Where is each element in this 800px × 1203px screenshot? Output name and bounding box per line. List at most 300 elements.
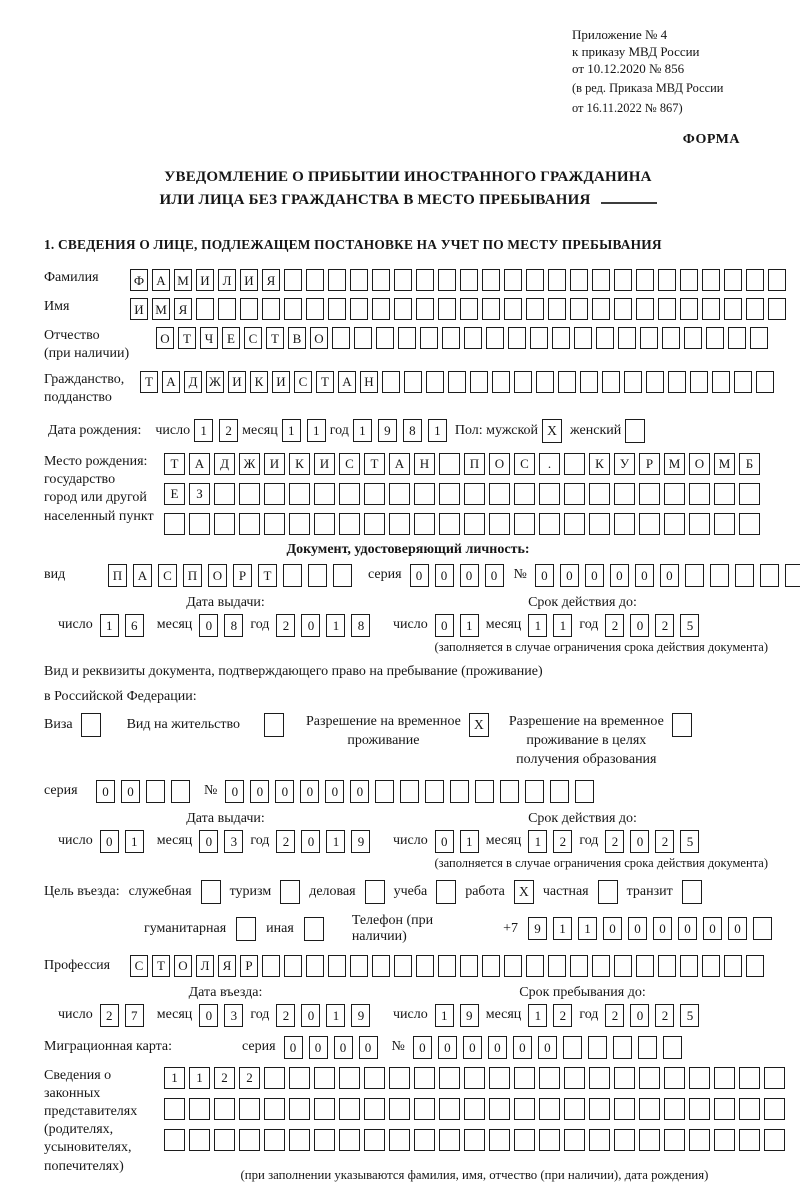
char-cell[interactable] xyxy=(680,955,698,977)
char-cell[interactable]: 9 xyxy=(378,419,397,442)
char-cell[interactable] xyxy=(689,1067,710,1089)
char-cell[interactable]: 1 xyxy=(125,830,144,853)
char-cell[interactable]: 1 xyxy=(164,1067,185,1089)
char-cell[interactable]: 0 xyxy=(121,780,140,803)
char-cell[interactable] xyxy=(689,1098,710,1120)
char-cell[interactable] xyxy=(389,1129,410,1151)
char-cell[interactable]: 0 xyxy=(485,564,504,587)
char-cell[interactable] xyxy=(602,371,620,393)
char-cell[interactable]: 2 xyxy=(655,1004,674,1027)
char-cell[interactable] xyxy=(439,1067,460,1089)
char-cell[interactable]: 9 xyxy=(528,917,547,940)
char-cell[interactable]: М xyxy=(174,269,192,291)
char-cell[interactable] xyxy=(289,483,310,505)
char-cell[interactable] xyxy=(416,955,434,977)
char-cell[interactable]: Д xyxy=(184,371,202,393)
char-cell[interactable] xyxy=(552,327,570,349)
char-cell[interactable] xyxy=(664,513,685,535)
char-cell[interactable]: 0 xyxy=(284,1036,303,1059)
char-cell[interactable] xyxy=(526,955,544,977)
char-cell[interactable] xyxy=(364,483,385,505)
char-cell[interactable] xyxy=(592,955,610,977)
char-cell[interactable] xyxy=(636,269,654,291)
char-cell[interactable] xyxy=(746,298,764,320)
char-cell[interactable] xyxy=(746,955,764,977)
char-cell[interactable] xyxy=(636,298,654,320)
char-cell[interactable] xyxy=(489,513,510,535)
char-cell[interactable]: 0 xyxy=(435,614,454,637)
char-cell[interactable]: Ж xyxy=(206,371,224,393)
char-cell[interactable]: 0 xyxy=(488,1036,507,1059)
char-cell[interactable] xyxy=(283,564,302,587)
char-cell[interactable]: Р xyxy=(639,453,660,475)
char-cell[interactable]: 1 xyxy=(553,917,572,940)
char-cell[interactable] xyxy=(714,513,735,535)
char-cell[interactable] xyxy=(739,1129,760,1151)
char-cell[interactable]: 1 xyxy=(553,614,572,637)
char-cell[interactable]: К xyxy=(250,371,268,393)
char-cell[interactable]: И xyxy=(240,269,258,291)
char-cell[interactable] xyxy=(460,269,478,291)
char-cell[interactable]: 1 xyxy=(307,419,326,442)
char-cell[interactable] xyxy=(375,780,394,803)
char-cell[interactable] xyxy=(489,1067,510,1089)
char-cell[interactable]: 0 xyxy=(535,564,554,587)
char-cell[interactable] xyxy=(548,955,566,977)
char-cell[interactable]: 2 xyxy=(605,830,624,853)
char-cell[interactable]: 8 xyxy=(403,419,422,442)
char-cell[interactable]: 2 xyxy=(219,419,238,442)
char-cell[interactable] xyxy=(526,269,544,291)
char-cell[interactable] xyxy=(464,327,482,349)
char-cell[interactable] xyxy=(580,371,598,393)
char-cell[interactable] xyxy=(589,1129,610,1151)
char-cell[interactable] xyxy=(262,298,280,320)
char-cell[interactable] xyxy=(350,298,368,320)
char-cell[interactable]: М xyxy=(714,453,735,475)
char-cell[interactable] xyxy=(558,371,576,393)
char-cell[interactable] xyxy=(289,1098,310,1120)
char-cell[interactable] xyxy=(614,1098,635,1120)
char-cell[interactable] xyxy=(614,298,632,320)
char-cell[interactable] xyxy=(328,955,346,977)
char-cell[interactable]: Т xyxy=(258,564,277,587)
char-cell[interactable] xyxy=(486,327,504,349)
char-cell[interactable] xyxy=(189,513,210,535)
char-cell[interactable]: 1 xyxy=(189,1067,210,1089)
char-cell[interactable] xyxy=(364,1098,385,1120)
char-cell[interactable] xyxy=(500,780,519,803)
char-cell[interactable]: 0 xyxy=(199,830,218,853)
char-cell[interactable] xyxy=(404,371,422,393)
char-cell[interactable] xyxy=(710,564,729,587)
char-cell[interactable] xyxy=(439,1098,460,1120)
char-cell[interactable] xyxy=(439,483,460,505)
char-cell[interactable] xyxy=(680,298,698,320)
char-cell[interactable] xyxy=(756,371,774,393)
char-cell[interactable]: 0 xyxy=(350,780,369,803)
char-cell[interactable] xyxy=(764,1098,785,1120)
char-cell[interactable] xyxy=(618,327,636,349)
char-cell[interactable] xyxy=(714,1098,735,1120)
char-cell[interactable] xyxy=(739,1067,760,1089)
char-cell[interactable]: И xyxy=(272,371,290,393)
char-cell[interactable] xyxy=(439,453,460,475)
char-cell[interactable] xyxy=(314,483,335,505)
char-cell[interactable]: 0 xyxy=(359,1036,378,1059)
char-cell[interactable] xyxy=(724,955,742,977)
char-cell[interactable]: 8 xyxy=(224,614,243,637)
char-cell[interactable] xyxy=(489,1098,510,1120)
char-cell[interactable]: 8 xyxy=(351,614,370,637)
char-cell[interactable] xyxy=(664,1067,685,1089)
char-cell[interactable]: 0 xyxy=(250,780,269,803)
char-cell[interactable] xyxy=(764,1129,785,1151)
char-cell[interactable] xyxy=(624,371,642,393)
char-cell[interactable]: 0 xyxy=(630,614,649,637)
char-cell[interactable] xyxy=(389,1098,410,1120)
char-cell[interactable]: Т xyxy=(140,371,158,393)
char-cell[interactable] xyxy=(539,1129,560,1151)
char-cell[interactable] xyxy=(314,1067,335,1089)
char-cell[interactable] xyxy=(416,269,434,291)
char-cell[interactable] xyxy=(592,298,610,320)
char-cell[interactable] xyxy=(564,483,585,505)
char-cell[interactable] xyxy=(328,269,346,291)
char-cell[interactable]: Л xyxy=(218,269,236,291)
char-cell[interactable]: Е xyxy=(164,483,185,505)
char-cell[interactable] xyxy=(514,483,535,505)
char-cell[interactable] xyxy=(306,298,324,320)
char-cell[interactable]: 0 xyxy=(301,830,320,853)
char-cell[interactable] xyxy=(564,453,585,475)
char-cell[interactable]: 0 xyxy=(300,780,319,803)
char-cell[interactable] xyxy=(189,1098,210,1120)
char-cell[interactable]: О xyxy=(489,453,510,475)
char-cell[interactable]: О xyxy=(156,327,174,349)
char-cell[interactable]: 0 xyxy=(225,780,244,803)
char-cell[interactable]: 1 xyxy=(578,917,597,940)
char-cell[interactable] xyxy=(664,1129,685,1151)
char-cell[interactable] xyxy=(768,269,786,291)
char-cell[interactable] xyxy=(592,269,610,291)
char-cell[interactable]: 0 xyxy=(410,564,429,587)
char-cell[interactable] xyxy=(596,327,614,349)
char-cell[interactable] xyxy=(614,483,635,505)
char-cell[interactable]: 0 xyxy=(635,564,654,587)
char-cell[interactable]: В xyxy=(288,327,306,349)
char-cell[interactable]: 2 xyxy=(100,1004,119,1027)
char-cell[interactable]: У xyxy=(614,453,635,475)
char-cell[interactable] xyxy=(764,1067,785,1089)
char-cell[interactable] xyxy=(662,327,680,349)
char-cell[interactable]: 1 xyxy=(353,419,372,442)
char-cell[interactable]: 0 xyxy=(96,780,115,803)
char-cell[interactable] xyxy=(314,1098,335,1120)
char-cell[interactable] xyxy=(668,371,686,393)
char-cell[interactable] xyxy=(394,955,412,977)
char-cell[interactable]: Т xyxy=(152,955,170,977)
char-cell[interactable] xyxy=(684,327,702,349)
char-cell[interactable]: М xyxy=(664,453,685,475)
char-cell[interactable] xyxy=(398,327,416,349)
char-cell[interactable] xyxy=(364,1067,385,1089)
char-cell[interactable] xyxy=(734,371,752,393)
char-cell[interactable]: 0 xyxy=(301,1004,320,1027)
char-cell[interactable]: О xyxy=(310,327,328,349)
char-cell[interactable] xyxy=(530,327,548,349)
char-cell[interactable] xyxy=(760,564,779,587)
char-cell[interactable] xyxy=(214,1098,235,1120)
char-cell[interactable] xyxy=(464,1067,485,1089)
char-cell[interactable] xyxy=(539,513,560,535)
char-cell[interactable]: 0 xyxy=(678,917,697,940)
char-cell[interactable] xyxy=(289,513,310,535)
char-cell[interactable] xyxy=(504,298,522,320)
char-cell[interactable] xyxy=(460,298,478,320)
char-cell[interactable]: 0 xyxy=(309,1036,328,1059)
char-cell[interactable] xyxy=(372,298,390,320)
char-cell[interactable] xyxy=(706,327,724,349)
char-cell[interactable] xyxy=(389,513,410,535)
char-cell[interactable]: 1 xyxy=(326,830,345,853)
char-cell[interactable]: С xyxy=(339,453,360,475)
char-cell[interactable]: 6 xyxy=(125,614,144,637)
char-cell[interactable]: 0 xyxy=(703,917,722,940)
char-cell[interactable] xyxy=(785,564,800,587)
char-cell[interactable]: К xyxy=(289,453,310,475)
char-cell[interactable]: 1 xyxy=(460,830,479,853)
char-cell[interactable]: Т xyxy=(364,453,385,475)
char-cell[interactable] xyxy=(658,269,676,291)
char-cell[interactable] xyxy=(339,513,360,535)
char-cell[interactable] xyxy=(314,513,335,535)
char-cell[interactable] xyxy=(753,917,772,940)
char-cell[interactable] xyxy=(636,955,654,977)
char-cell[interactable] xyxy=(389,1067,410,1089)
char-cell[interactable]: 1 xyxy=(528,830,547,853)
char-cell[interactable] xyxy=(750,327,768,349)
char-cell[interactable] xyxy=(464,513,485,535)
char-cell[interactable] xyxy=(306,955,324,977)
char-cell[interactable]: 0 xyxy=(325,780,344,803)
char-cell[interactable] xyxy=(539,483,560,505)
char-cell[interactable] xyxy=(508,327,526,349)
residence-permit-checkbox[interactable] xyxy=(264,713,284,737)
char-cell[interactable] xyxy=(550,780,569,803)
char-cell[interactable] xyxy=(614,269,632,291)
char-cell[interactable]: 3 xyxy=(224,1004,243,1027)
char-cell[interactable]: 1 xyxy=(460,614,479,637)
char-cell[interactable]: 0 xyxy=(603,917,622,940)
char-cell[interactable] xyxy=(639,513,660,535)
char-cell[interactable] xyxy=(339,1129,360,1151)
char-cell[interactable] xyxy=(702,298,720,320)
char-cell[interactable]: М xyxy=(152,298,170,320)
char-cell[interactable]: 0 xyxy=(653,917,672,940)
char-cell[interactable] xyxy=(689,483,710,505)
char-cell[interactable] xyxy=(239,1098,260,1120)
char-cell[interactable]: 0 xyxy=(435,830,454,853)
char-cell[interactable]: О xyxy=(208,564,227,587)
char-cell[interactable]: И xyxy=(196,269,214,291)
char-cell[interactable]: П xyxy=(108,564,127,587)
char-cell[interactable]: Н xyxy=(360,371,378,393)
char-cell[interactable]: И xyxy=(130,298,148,320)
char-cell[interactable] xyxy=(563,1036,582,1059)
char-cell[interactable] xyxy=(284,955,302,977)
char-cell[interactable] xyxy=(354,327,372,349)
char-cell[interactable] xyxy=(450,780,469,803)
char-cell[interactable] xyxy=(514,1067,535,1089)
char-cell[interactable]: 0 xyxy=(628,917,647,940)
char-cell[interactable]: 1 xyxy=(528,1004,547,1027)
char-cell[interactable]: 2 xyxy=(605,614,624,637)
char-cell[interactable]: 0 xyxy=(275,780,294,803)
char-cell[interactable] xyxy=(475,780,494,803)
char-cell[interactable] xyxy=(712,371,730,393)
char-cell[interactable] xyxy=(702,955,720,977)
char-cell[interactable]: 0 xyxy=(100,830,119,853)
char-cell[interactable] xyxy=(189,1129,210,1151)
char-cell[interactable] xyxy=(264,1067,285,1089)
char-cell[interactable]: П xyxy=(464,453,485,475)
char-cell[interactable] xyxy=(284,269,302,291)
char-cell[interactable] xyxy=(482,955,500,977)
char-cell[interactable]: 0 xyxy=(630,1004,649,1027)
char-cell[interactable]: 1 xyxy=(194,419,213,442)
char-cell[interactable] xyxy=(439,513,460,535)
char-cell[interactable]: Я xyxy=(262,269,280,291)
char-cell[interactable]: А xyxy=(162,371,180,393)
char-cell[interactable]: З xyxy=(189,483,210,505)
purpose-work-checkbox[interactable]: X xyxy=(514,880,534,904)
char-cell[interactable] xyxy=(514,1129,535,1151)
char-cell[interactable]: 5 xyxy=(680,614,699,637)
char-cell[interactable] xyxy=(548,269,566,291)
char-cell[interactable] xyxy=(482,298,500,320)
char-cell[interactable] xyxy=(614,955,632,977)
char-cell[interactable] xyxy=(164,1129,185,1151)
char-cell[interactable] xyxy=(394,298,412,320)
char-cell[interactable] xyxy=(548,298,566,320)
char-cell[interactable]: Р xyxy=(233,564,252,587)
char-cell[interactable] xyxy=(570,269,588,291)
char-cell[interactable]: Е xyxy=(222,327,240,349)
char-cell[interactable]: 0 xyxy=(630,830,649,853)
char-cell[interactable] xyxy=(739,483,760,505)
char-cell[interactable] xyxy=(328,298,346,320)
char-cell[interactable] xyxy=(214,1129,235,1151)
char-cell[interactable] xyxy=(239,513,260,535)
char-cell[interactable]: 0 xyxy=(334,1036,353,1059)
char-cell[interactable] xyxy=(171,780,190,803)
char-cell[interactable] xyxy=(739,513,760,535)
char-cell[interactable] xyxy=(489,483,510,505)
char-cell[interactable] xyxy=(492,371,510,393)
char-cell[interactable]: 2 xyxy=(605,1004,624,1027)
char-cell[interactable] xyxy=(240,298,258,320)
char-cell[interactable]: А xyxy=(133,564,152,587)
char-cell[interactable]: 7 xyxy=(125,1004,144,1027)
char-cell[interactable] xyxy=(489,1129,510,1151)
char-cell[interactable] xyxy=(664,1098,685,1120)
char-cell[interactable] xyxy=(239,1129,260,1151)
char-cell[interactable]: 2 xyxy=(276,614,295,637)
char-cell[interactable]: Т xyxy=(266,327,284,349)
char-cell[interactable] xyxy=(689,513,710,535)
char-cell[interactable]: Т xyxy=(316,371,334,393)
char-cell[interactable] xyxy=(482,269,500,291)
char-cell[interactable]: С xyxy=(130,955,148,977)
char-cell[interactable] xyxy=(514,371,532,393)
char-cell[interactable] xyxy=(539,1098,560,1120)
char-cell[interactable] xyxy=(526,298,544,320)
char-cell[interactable] xyxy=(214,513,235,535)
char-cell[interactable]: 1 xyxy=(282,419,301,442)
char-cell[interactable] xyxy=(262,955,280,977)
char-cell[interactable] xyxy=(589,1067,610,1089)
char-cell[interactable] xyxy=(564,1067,585,1089)
char-cell[interactable]: А xyxy=(152,269,170,291)
char-cell[interactable]: Д xyxy=(214,453,235,475)
char-cell[interactable]: 0 xyxy=(660,564,679,587)
char-cell[interactable] xyxy=(639,1129,660,1151)
char-cell[interactable]: 2 xyxy=(553,1004,572,1027)
char-cell[interactable]: С xyxy=(158,564,177,587)
char-cell[interactable] xyxy=(575,780,594,803)
char-cell[interactable]: 3 xyxy=(224,830,243,853)
sex-female-checkbox[interactable] xyxy=(625,419,645,443)
char-cell[interactable] xyxy=(264,1129,285,1151)
char-cell[interactable]: С xyxy=(514,453,535,475)
char-cell[interactable]: . xyxy=(539,453,560,475)
char-cell[interactable]: 5 xyxy=(680,830,699,853)
char-cell[interactable]: 1 xyxy=(528,614,547,637)
char-cell[interactable] xyxy=(470,371,488,393)
char-cell[interactable] xyxy=(646,371,664,393)
char-cell[interactable] xyxy=(448,371,466,393)
char-cell[interactable] xyxy=(264,483,285,505)
char-cell[interactable]: 0 xyxy=(199,1004,218,1027)
char-cell[interactable] xyxy=(164,1098,185,1120)
char-cell[interactable] xyxy=(735,564,754,587)
char-cell[interactable] xyxy=(196,298,214,320)
char-cell[interactable] xyxy=(438,955,456,977)
char-cell[interactable] xyxy=(289,1129,310,1151)
char-cell[interactable] xyxy=(146,780,165,803)
purpose-official-checkbox[interactable] xyxy=(201,880,221,904)
char-cell[interactable]: 2 xyxy=(655,830,674,853)
char-cell[interactable]: Ч xyxy=(200,327,218,349)
char-cell[interactable] xyxy=(504,269,522,291)
char-cell[interactable]: А xyxy=(189,453,210,475)
temp-residence-checkbox[interactable]: X xyxy=(469,713,489,737)
char-cell[interactable]: 1 xyxy=(435,1004,454,1027)
char-cell[interactable]: Л xyxy=(196,955,214,977)
char-cell[interactable] xyxy=(239,483,260,505)
char-cell[interactable]: 2 xyxy=(239,1067,260,1089)
char-cell[interactable] xyxy=(442,327,460,349)
char-cell[interactable] xyxy=(614,1129,635,1151)
char-cell[interactable]: Ж xyxy=(239,453,260,475)
char-cell[interactable] xyxy=(264,513,285,535)
char-cell[interactable] xyxy=(589,483,610,505)
char-cell[interactable]: 0 xyxy=(435,564,454,587)
char-cell[interactable]: 0 xyxy=(460,564,479,587)
char-cell[interactable] xyxy=(414,1098,435,1120)
char-cell[interactable] xyxy=(464,1098,485,1120)
